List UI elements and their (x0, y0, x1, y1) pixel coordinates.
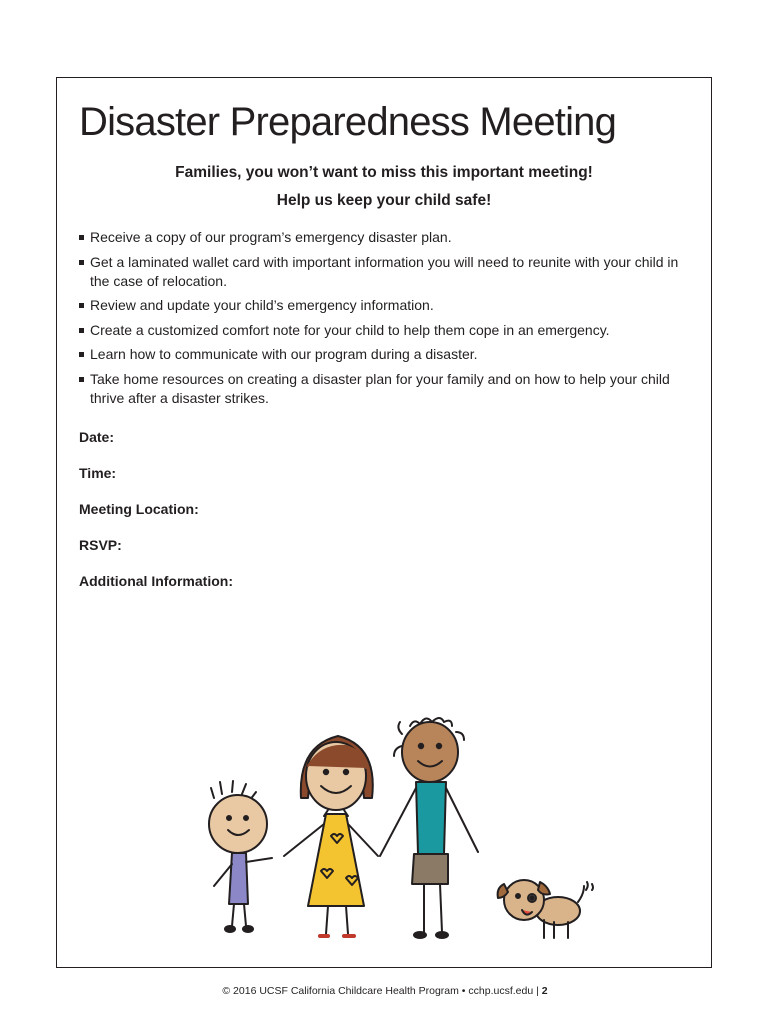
subheading-families: Families, you won’t want to miss this important meeting! (175, 164, 593, 181)
bullet-square-icon (79, 235, 84, 240)
list-item: Review and update your child’s emergency information. (79, 296, 699, 315)
list-item: Get a laminated wallet card with important information you will need to reunite with your child in the case of relocation. (79, 253, 699, 291)
family-drawing-illustration (196, 706, 596, 946)
list-item: Learn how to communicate with our program during a disaster. (79, 345, 699, 364)
small-child-figure (209, 781, 272, 932)
bullet-square-icon (79, 328, 84, 333)
meeting-location-label: Meeting Location: (79, 501, 199, 517)
page-number: 2 (541, 985, 548, 997)
girl-figure (284, 736, 378, 936)
benefits-list (79, 228, 699, 413)
list-item: Take home resources on creating a disaster plan for your family and on how to help your child thrive after a disaster strikes. (79, 370, 699, 408)
dog-figure (498, 880, 593, 938)
page-footer (0, 985, 770, 997)
additional-information-label: Additional Information: (79, 573, 233, 589)
boy-figure (380, 718, 478, 938)
time-label: Time: (79, 465, 117, 481)
footer-copyright: © 2016 UCSF California Childcare Health Program • cchp.ucsf.edu | (222, 985, 542, 997)
bullet-square-icon (79, 260, 84, 265)
bullet-square-icon (79, 303, 84, 308)
date-label: Date: (79, 429, 115, 445)
subheading-safety: Help us keep your child safe! (276, 192, 492, 209)
page-title: Disaster Preparedness Meeting (79, 100, 617, 144)
bullet-square-icon (79, 352, 84, 357)
list-item: Create a customized comfort note for your child to help them cope in an emergency. (79, 321, 699, 340)
bullet-square-icon (79, 377, 84, 382)
rsvp-label: RSVP: (79, 537, 122, 553)
list-item: Receive a copy of our program’s emergency disaster plan. (79, 228, 699, 247)
